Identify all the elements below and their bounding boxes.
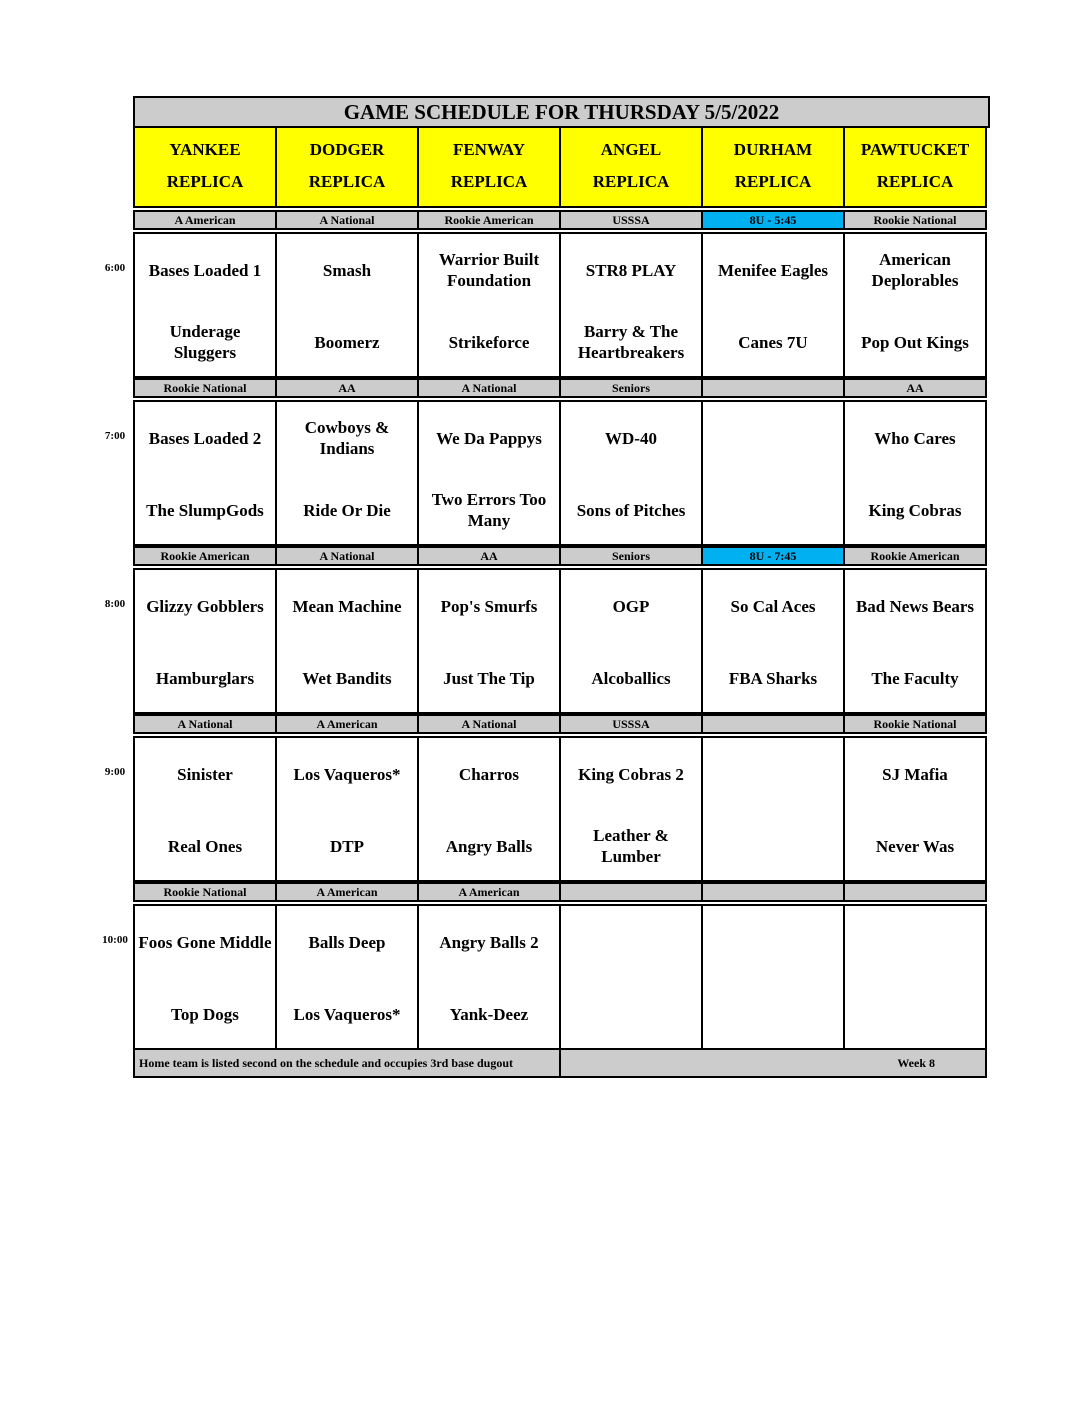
field-name: DODGER xyxy=(309,140,385,159)
away-team: Glizzy Gobblers xyxy=(146,596,264,616)
home-team: Strikeforce xyxy=(448,332,530,352)
game-cell xyxy=(133,400,277,546)
division-label xyxy=(701,378,845,398)
away-team: Menifee Eagles xyxy=(718,260,828,280)
away-team: Pop's Smurfs xyxy=(440,596,538,616)
away-team: Bases Loaded 1 xyxy=(148,260,262,280)
division-label: Rookie American xyxy=(417,210,561,230)
home-team: Canes 7U xyxy=(738,332,808,352)
division-label: AA xyxy=(417,546,561,566)
game-cell xyxy=(133,736,277,882)
away-team xyxy=(705,906,841,978)
game-cell xyxy=(133,232,277,378)
division-label: Rookie National xyxy=(133,378,277,398)
home-team: Angry Balls xyxy=(445,836,533,856)
home-team xyxy=(705,978,841,1050)
away-team: Angry Balls 2 xyxy=(439,932,539,952)
time-slot-label: 7:00 xyxy=(104,430,126,442)
home-team: Underage Sluggers xyxy=(169,322,241,362)
away-team: Charros xyxy=(458,764,520,784)
away-team: King Cobras 2 xyxy=(578,764,684,784)
away-team: Smash xyxy=(322,260,372,280)
field-name: ANGEL xyxy=(600,140,662,159)
division-label: Rookie American xyxy=(843,546,987,566)
game-cell xyxy=(417,568,561,714)
field-name: FENWAY xyxy=(452,140,526,159)
field-name: DURHAM xyxy=(733,140,813,159)
game-cell xyxy=(417,736,561,882)
field-subtitle: REPLICA xyxy=(734,172,812,191)
game-cell xyxy=(843,568,987,714)
field-header xyxy=(843,126,987,208)
home-team: Ride Or Die xyxy=(303,500,391,520)
schedule-title: GAME SCHEDULE FOR THURSDAY 5/5/2022 xyxy=(133,96,990,128)
home-team: Wet Bandits xyxy=(302,668,392,688)
division-label: 8U - 7:45 xyxy=(701,546,845,566)
division-label: Rookie American xyxy=(133,546,277,566)
time-slot-label: 8:00 xyxy=(104,598,126,610)
division-label: A National xyxy=(133,714,277,734)
home-team: FBA Sharks xyxy=(728,668,818,688)
game-cell xyxy=(701,904,845,1050)
game-cell xyxy=(701,568,845,714)
home-team: Just The Tip xyxy=(443,668,535,688)
division-label: A American xyxy=(133,210,277,230)
division-label: A American xyxy=(417,882,561,902)
game-cell xyxy=(417,904,561,1050)
home-team: Leather & Lumber xyxy=(593,826,669,866)
game-cell xyxy=(559,904,703,1050)
division-label: A American xyxy=(275,882,419,902)
away-team: Foos Gone Middle xyxy=(138,932,272,952)
field-subtitle: REPLICA xyxy=(308,172,386,191)
footer-week: Week 8 xyxy=(559,1048,987,1078)
home-team: The Faculty xyxy=(871,668,959,688)
away-team: STR8 PLAY xyxy=(585,260,677,280)
game-cell xyxy=(843,232,987,378)
away-team: OGP xyxy=(612,596,650,616)
home-team xyxy=(847,978,983,1050)
division-label: Rookie National xyxy=(843,210,987,230)
away-team: Los Vaqueros* xyxy=(293,764,401,784)
field-subtitle: REPLICA xyxy=(450,172,528,191)
division-label: A National xyxy=(275,210,419,230)
away-team: American Deplorables xyxy=(871,250,959,290)
division-label: Seniors xyxy=(559,378,703,398)
field-name: YANKEE xyxy=(169,140,241,159)
game-cell xyxy=(843,904,987,1050)
field-subtitle: REPLICA xyxy=(166,172,244,191)
away-team xyxy=(705,738,841,810)
away-team: Bases Loaded 2 xyxy=(148,428,262,448)
division-label: A American xyxy=(275,714,419,734)
time-slot-label: 10:00 xyxy=(102,934,128,946)
away-team: Who Cares xyxy=(874,428,956,448)
time-slot-label: 9:00 xyxy=(104,766,126,778)
division-label xyxy=(843,882,987,902)
away-team: Cowboys & Indians xyxy=(304,418,390,458)
home-team: DTP xyxy=(330,836,364,856)
away-team: We Da Pappys xyxy=(436,428,542,448)
schedule-sheet xyxy=(102,96,990,1081)
division-label: USSSA xyxy=(559,714,703,734)
home-team: Yank-Deez xyxy=(449,1004,529,1024)
home-team: Alcoballics xyxy=(591,668,671,688)
home-team: Pop Out Kings xyxy=(861,332,969,352)
field-header xyxy=(701,126,845,208)
game-cell xyxy=(701,232,845,378)
home-team: Barry & The Heartbreakers xyxy=(577,322,685,362)
home-team xyxy=(563,978,699,1050)
field-subtitle: REPLICA xyxy=(876,172,954,191)
game-cell xyxy=(843,736,987,882)
home-team: Boomerz xyxy=(314,332,380,352)
game-cell xyxy=(275,568,419,714)
game-cell xyxy=(275,736,419,882)
away-team: Sinister xyxy=(177,764,233,784)
game-cell xyxy=(559,568,703,714)
division-label xyxy=(559,882,703,902)
home-team: Real Ones xyxy=(167,836,243,856)
field-header xyxy=(275,126,419,208)
division-label: AA xyxy=(275,378,419,398)
division-label: Rookie National xyxy=(133,882,277,902)
field-header xyxy=(417,126,561,208)
home-team: King Cobras xyxy=(868,500,962,520)
field-header xyxy=(133,126,277,208)
game-cell xyxy=(275,400,419,546)
game-cell xyxy=(417,232,561,378)
away-team xyxy=(563,906,699,978)
home-team: Hamburglars xyxy=(155,668,255,688)
time-slot-label: 6:00 xyxy=(104,262,126,274)
home-team xyxy=(705,810,841,882)
away-team xyxy=(705,402,841,474)
away-team: Mean Machine xyxy=(292,596,402,616)
game-cell xyxy=(133,568,277,714)
division-label: USSSA xyxy=(559,210,703,230)
game-cell xyxy=(559,400,703,546)
away-team xyxy=(847,906,983,978)
game-cell xyxy=(275,904,419,1050)
home-team: The SlumpGods xyxy=(146,500,264,520)
field-name: PAWTUCKET xyxy=(860,140,970,159)
division-label xyxy=(701,714,845,734)
home-team: Los Vaqueros* xyxy=(293,1004,401,1024)
game-cell xyxy=(133,904,277,1050)
field-header xyxy=(559,126,703,208)
home-team: Two Errors Too Many xyxy=(431,490,547,530)
home-team: Sons of Pitches xyxy=(576,500,686,520)
game-cell xyxy=(843,400,987,546)
game-cell xyxy=(701,736,845,882)
game-cell xyxy=(275,232,419,378)
division-label: AA xyxy=(843,378,987,398)
game-cell xyxy=(701,400,845,546)
home-team xyxy=(705,474,841,546)
away-team: WD-40 xyxy=(605,428,657,448)
game-cell xyxy=(417,400,561,546)
division-label: A National xyxy=(275,546,419,566)
division-label xyxy=(701,882,845,902)
game-cell xyxy=(559,736,703,882)
home-team: Never Was xyxy=(875,836,955,856)
division-label: A National xyxy=(417,378,561,398)
away-team: SJ Mafia xyxy=(882,764,948,784)
away-team: So Cal Aces xyxy=(730,596,816,616)
division-label: 8U - 5:45 xyxy=(701,210,845,230)
division-label: Seniors xyxy=(559,546,703,566)
home-team: Top Dogs xyxy=(171,1004,239,1024)
field-subtitle: REPLICA xyxy=(592,172,670,191)
game-cell xyxy=(559,232,703,378)
away-team: Warrior Built Foundation xyxy=(438,250,540,290)
away-team: Balls Deep xyxy=(308,932,386,952)
away-team: Bad News Bears xyxy=(855,596,975,616)
division-label: Rookie National xyxy=(843,714,987,734)
division-label: A National xyxy=(417,714,561,734)
footer-note: Home team is listed second on the schedule and occupies 3rd base dugout xyxy=(133,1048,561,1078)
